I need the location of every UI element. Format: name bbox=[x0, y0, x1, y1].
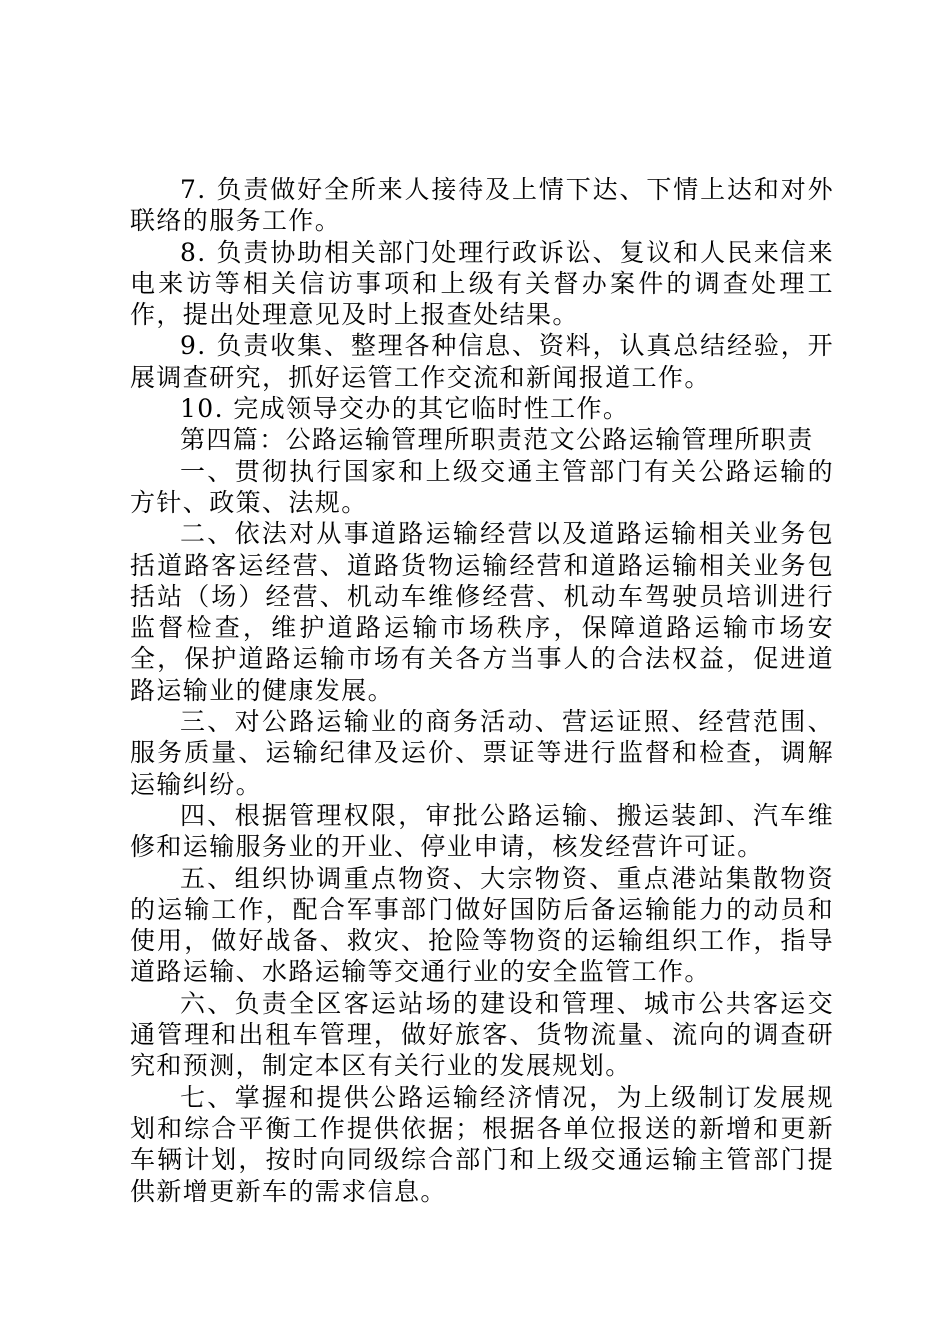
paragraph-duty-1: 一、贯彻执行国家和上级交通主管部门有关公路运输的方针、政策、法规。 bbox=[130, 456, 834, 517]
paragraph-duty-5: 五、组织协调重点物资、大宗物资、重点港站集散物资的运输工作，配合军事部门做好国防后备运输能力的动员和使用，做好战备、救灾、抢险等物资的运输组织工作，指导道路运输、水路运输等交通行业的安全监管工作。 bbox=[130, 863, 834, 987]
paragraph-item-10: 10. 完成领导交办的其它临时性工作。 bbox=[180, 394, 630, 424]
paragraph-duty-3: 三、对公路运输业的商务活动、营运证照、经营范围、服务质量、运输纪律及运价、票证等进行监督和检查，调解运输纠纷。 bbox=[130, 707, 834, 799]
paragraph-item-9: 9. 负责收集、整理各种信息、资料，认真总结经验，开展调查研究，抓好运管工作交流和新闻报道工作。 bbox=[130, 331, 834, 392]
paragraph-duty-2: 二、依法对从事道路运输经营以及道路运输相关业务包括道路客运经营、道路货物运输经营和道路运输相关业务包括站（场）经营、机动车维修经营、机动车驾驶员培训进行监督检查，维护道路运输市场秩序，保障道路运输市场安全，保护道路运输市场有关各方当事人的合法权益，促进道路运输业的健康发展。 bbox=[130, 519, 834, 705]
paragraph-duty-4: 四、根据管理权限，审批公路运输、搬运装卸、汽车维修和运输服务业的开业、停业申请，核发经营许可证。 bbox=[130, 800, 834, 862]
document-body bbox=[130, 174, 834, 1207]
paragraph-duty-7: 七、掌握和提供公路运输经济情况，为上级制订发展规划和综合平衡工作提供依据；根据各单位报送的新增和更新车辆计划，按时向同级综合部门和上级交通运输主管部门提供新增更新车的需求信息。 bbox=[130, 1082, 834, 1206]
paragraph-item-7: 7. 负责做好全所来人接待及上情下达、下情上达和对外联络的服务工作。 bbox=[130, 175, 834, 236]
paragraph-item-8: 8. 负责协助相关部门处理行政诉讼、复议和人民来信来电来访等相关信访事项和上级有关督办案件的调查处理工作，提出处理意见及时上报查处结果。 bbox=[130, 237, 834, 330]
paragraph-duty-6: 六、负责全区客运站场的建设和管理、城市公共客运交通管理和出租车管理，做好旅客、货物流量、流向的调查研究和预测，制定本区有关行业的发展规划。 bbox=[130, 988, 834, 1081]
section-heading: 第四篇：公路运输管理所职责范文公路运输管理所职责 bbox=[180, 425, 814, 455]
